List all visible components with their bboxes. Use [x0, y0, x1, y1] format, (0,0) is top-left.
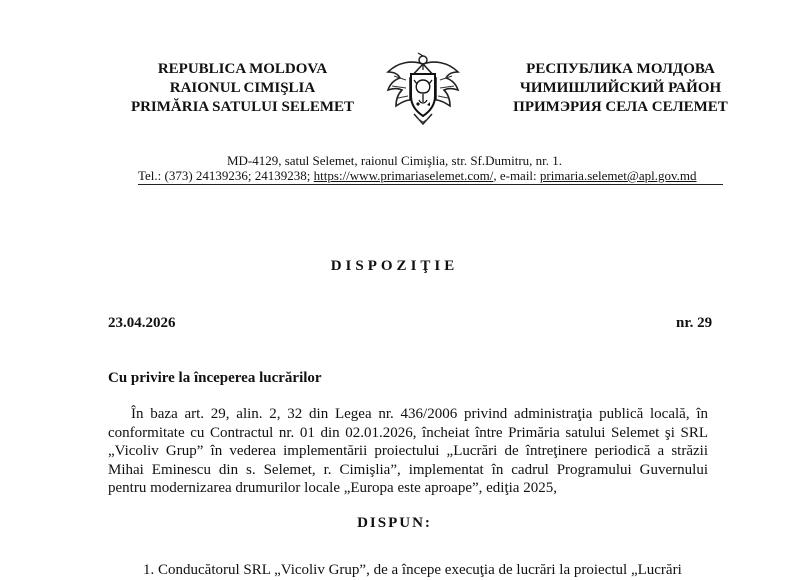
document-subject: Cu privire la începerea lucrărilor: [108, 370, 322, 386]
header-right-line-2: ЧИМИШЛИЙСКИЙ РАЙОН: [519, 80, 722, 96]
phone-text: Tel.: (373) 24139236; 24139238;: [138, 168, 314, 183]
website-link[interactable]: https://www.primariaselemet.com/: [313, 168, 494, 183]
moldova-coat-of-arms-icon: [384, 50, 462, 128]
contacts-line: [138, 168, 697, 184]
header-divider: [138, 184, 723, 185]
preamble-paragraph: [108, 405, 708, 498]
paragraph-line: În baza art. 29, alin. 2, 32 din Legea nr. 436/2006 privind administraţia publică locală, în: [131, 406, 708, 422]
header-left-line-1: REPUBLICA MOLDOVA: [157, 61, 328, 77]
header-right-line-3: ПРИМЭРИЯ СЕЛА СЕЛЕМЕТ: [513, 99, 728, 115]
header-left-romanian: [110, 60, 375, 117]
header-right-line-1: РЕСПУБЛИКА МОЛДОВА: [526, 61, 715, 77]
email-label: , e-mail:: [493, 168, 540, 183]
document-title: DISPOZIŢIE: [330, 258, 459, 274]
document-date: 23.04.2026: [108, 315, 176, 331]
paragraph-line: „Vicoliv Grup” în vederea implementării proiectului „Lucrări de întreţinere periodică a străzii: [108, 443, 708, 459]
header-left-line-3: PRIMĂRIA SATULUI SELEMET: [130, 99, 355, 115]
header-right-russian: [488, 60, 753, 117]
header-left-line-2: RAIONUL CIMIŞLIA: [169, 80, 316, 96]
paragraph-line: conformitate cu Contractul nr. 01 din 02.01.2026, încheiat între Primăria satului Selemet şi SRL: [108, 424, 708, 441]
address-line: MD-4129, satul Selemet, raionul Cimişlia, str. Sf.Dumitru, nr. 1.: [226, 153, 563, 168]
paragraph-line: pentru modernizarea drumurilor locale „Europa este aproape”, ediţia 2025,: [108, 480, 557, 496]
paragraph-line: Mihai Eminescu din s. Selemet, r. Cimişlia”, implementat în cadrul Programului Guvernului: [108, 461, 708, 478]
list-item: 1. Conducătorul SRL „Vicoliv Grup”, de a începe execuţia de lucrări la proiectul „Lucrări: [143, 562, 682, 578]
email-link[interactable]: primaria.selemet@apl.gov.md: [539, 168, 697, 183]
dispun-heading: DISPUN:: [357, 515, 432, 531]
document-number: nr. 29: [676, 315, 713, 331]
